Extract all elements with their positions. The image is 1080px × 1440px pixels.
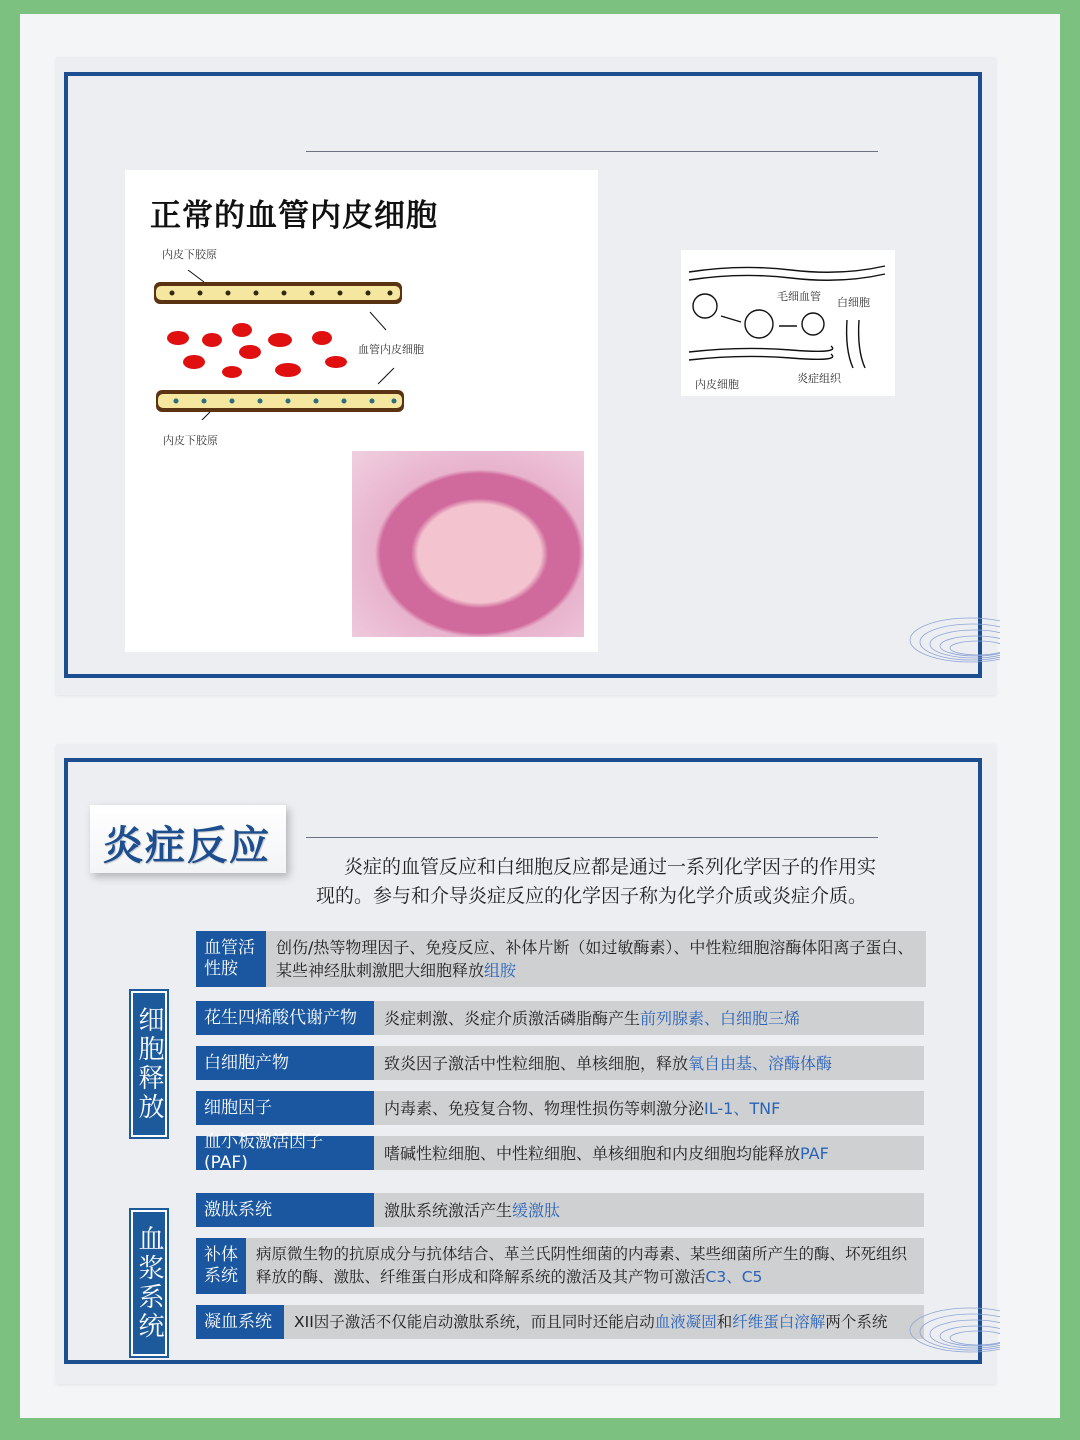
sketch-label-endothelial: 内皮细胞 bbox=[695, 378, 739, 391]
table-row-paf bbox=[196, 1132, 924, 1173]
group-label-plasma-system: 血浆系统 bbox=[131, 1210, 167, 1356]
table-row-complement bbox=[196, 1238, 924, 1294]
row-key: 补体系统 bbox=[196, 1238, 246, 1294]
slide-2-rule bbox=[306, 837, 878, 838]
table-row-cytokine bbox=[196, 1091, 924, 1125]
leukocyte-sketch bbox=[681, 250, 895, 396]
row-value bbox=[374, 1046, 924, 1080]
decorative-swirl-2 bbox=[900, 1290, 1000, 1386]
row-key: 血管活性胺 bbox=[196, 931, 266, 987]
row-value bbox=[374, 1136, 924, 1170]
row-highlight: PAF bbox=[800, 1143, 829, 1163]
row-key: 血小板激活因子(PAF) bbox=[196, 1136, 374, 1170]
label-bottom-collagen: 内皮下胶原 bbox=[163, 434, 218, 447]
table-row-coagulation bbox=[196, 1305, 924, 1339]
slide-1-rule bbox=[306, 151, 878, 152]
row-key: 激肽系统 bbox=[196, 1193, 374, 1227]
table-row-arachidonic bbox=[196, 1001, 924, 1035]
row-value bbox=[266, 931, 926, 987]
intro-paragraph: 炎症的血管反应和白细胞反应都是通过一系列化学因子的作用实现的。参与和介导炎症反应的化学因子称为化学介质或炎症介质。 bbox=[316, 856, 877, 907]
row-highlight: 血液凝固 bbox=[654, 1312, 717, 1331]
label-top-collagen: 内皮下胶原 bbox=[162, 248, 217, 261]
row-key: 凝血系统 bbox=[196, 1305, 284, 1339]
group-label-cell-release: 细胞释放 bbox=[131, 991, 167, 1137]
table-row-kinin bbox=[196, 1193, 924, 1227]
sketch-label-capillary: 毛细血管 bbox=[777, 290, 821, 303]
row-tail: 两个系统 bbox=[825, 1312, 888, 1331]
row-text: 病原微生物的抗原成分与抗体结合、革兰氏阴性细菌的内毒素、某些细菌所产生的酶、坏死组织释放的酶、激肽、纤维蛋白形成和降解系统的激活及其产物可激活 bbox=[256, 1245, 908, 1286]
histology-image bbox=[352, 451, 584, 637]
slide-2-title: 炎症反应 bbox=[103, 823, 271, 869]
row-highlight: 氧自由基、溶酶体酶 bbox=[688, 1053, 833, 1073]
row-value bbox=[374, 1193, 924, 1227]
row-highlight-2: 纤维蛋白溶解 bbox=[732, 1312, 826, 1331]
row-value bbox=[374, 1091, 924, 1125]
row-text: XII因子激活不仅能启动激肽系统，而且同时还能启动 bbox=[294, 1312, 655, 1331]
row-highlight: 缓激肽 bbox=[512, 1200, 561, 1220]
row-text: 嗜碱性粒细胞、中性粒细胞、单核细胞和内皮细胞均能释放 bbox=[384, 1143, 801, 1163]
row-highlight: 前列腺素、白细胞三烯 bbox=[640, 1008, 801, 1028]
decorative-swirl-1 bbox=[900, 600, 1000, 696]
row-text: 炎症刺激、炎症介质激活磷脂酶产生 bbox=[384, 1008, 641, 1028]
row-text: 内毒素、免疫复合物、物理性损伤等刺激分泌 bbox=[384, 1098, 705, 1118]
row-highlight: 组胺 bbox=[484, 961, 517, 980]
slide-1-title: 正常的血管内皮细胞 bbox=[150, 198, 438, 234]
row-key: 花生四烯酸代谢产物 bbox=[196, 1001, 374, 1035]
row-key: 细胞因子 bbox=[196, 1091, 374, 1125]
label-endothelium: 血管内皮细胞 bbox=[358, 343, 424, 356]
table-row-leukocyte-product bbox=[196, 1046, 924, 1080]
row-mid: 和 bbox=[716, 1312, 733, 1331]
row-text: 致炎因子激活中性粒细胞、单核细胞，释放 bbox=[384, 1053, 689, 1073]
row-key: 白细胞产物 bbox=[196, 1046, 374, 1080]
row-text: 创伤/热等物理因子、免疫反应、补体片断（如过敏酶素）、中性粒细胞溶酶体阳离子蛋白、某些神经肽刺激肥大细胞释放 bbox=[276, 938, 914, 980]
row-highlight: C3、C5 bbox=[705, 1268, 763, 1286]
row-text: 激肽系统激活产生 bbox=[384, 1200, 513, 1220]
row-value bbox=[374, 1001, 924, 1035]
row-highlight: IL-1、TNF bbox=[704, 1098, 781, 1118]
sketch-label-inflamed: 炎症组织 bbox=[797, 372, 841, 385]
row-value bbox=[284, 1305, 924, 1339]
table-row-vasoactive-amine bbox=[196, 931, 926, 987]
sketch-label-leukocyte: 白细胞 bbox=[837, 296, 870, 309]
row-value bbox=[246, 1238, 924, 1294]
